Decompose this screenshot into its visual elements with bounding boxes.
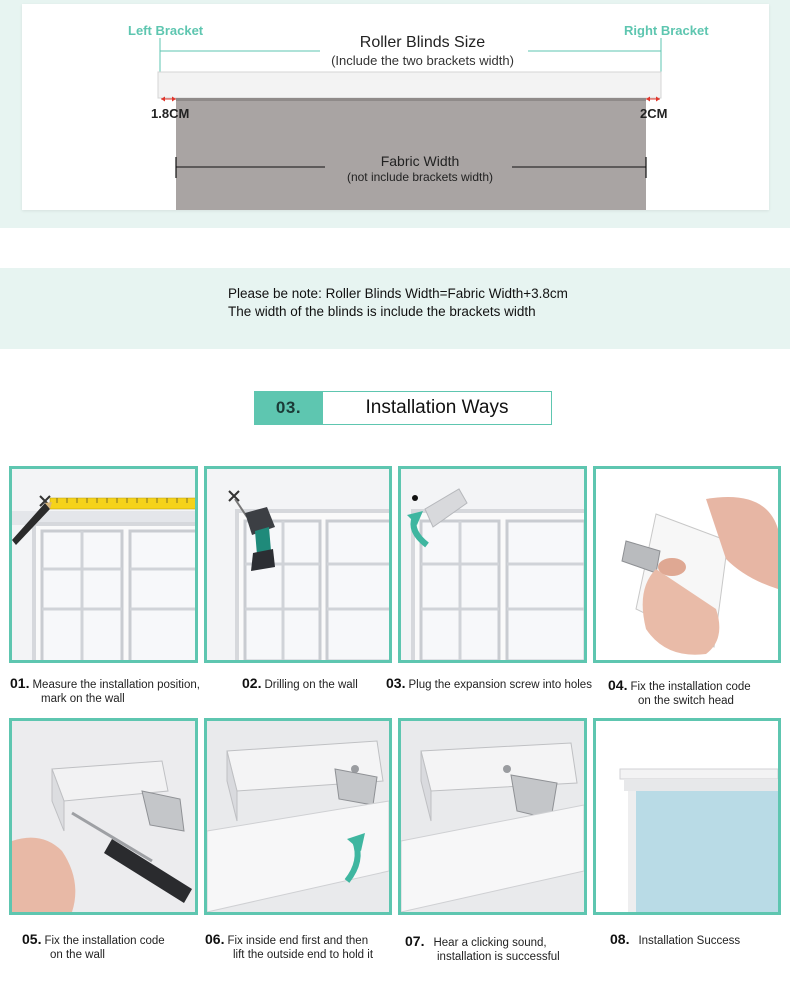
step-5-image <box>9 718 198 915</box>
step-3-image <box>398 466 587 663</box>
step-6-text-line1: Fix inside end first and then <box>227 935 369 947</box>
section-number: 03. <box>275 398 302 417</box>
right-gap-label: 2CM <box>640 106 668 121</box>
step-1-image <box>9 466 198 663</box>
drill-icon <box>207 469 389 660</box>
fabric-width-title: Fabric Width <box>380 153 460 169</box>
step-1-text-line1: Measure the installation position, <box>32 679 200 691</box>
left-gap-label: 1.8CM <box>151 106 190 121</box>
pencil-tape-measure-icon <box>12 469 195 660</box>
step-2-image <box>204 466 392 663</box>
anchor-screw-icon <box>401 469 584 660</box>
step-6-text-line2: lift the outside end to hold it <box>233 949 374 961</box>
headrail <box>158 72 661 98</box>
step-3-caption <box>386 676 592 692</box>
roller-size-subtitle: (Include the two brackets width) <box>331 53 514 68</box>
note-line-1: Please be note: Roller Blinds Width=Fabric Width+3.8cm <box>228 286 568 301</box>
note-line-2: The width of the blinds is include the brackets width <box>228 304 536 319</box>
section-title: Installation Ways <box>365 397 509 418</box>
screwdriver-icon <box>12 721 195 912</box>
step-3-number: 03. <box>386 675 406 691</box>
step-5-text-line2: on the wall <box>50 949 105 961</box>
lift-arrow-icon <box>207 721 389 912</box>
section-title-box <box>323 391 552 425</box>
installed-blind-icon <box>596 721 778 912</box>
step-4-caption <box>608 678 751 708</box>
step-7-image <box>398 718 587 915</box>
step-4-image <box>593 466 781 663</box>
step-2-number: 02. <box>242 675 262 691</box>
roller-size-title: Roller Blinds Size <box>359 34 486 51</box>
fabric-top-shadow <box>176 98 646 101</box>
step-1-text-line2: mark on the wall <box>41 693 125 705</box>
right-bracket-label: Right Bracket <box>624 23 709 38</box>
fabric-width-subtitle: (not include brackets width) <box>346 170 494 184</box>
step-5-caption <box>22 932 165 962</box>
step-6-number: 06. <box>205 931 225 947</box>
step-6-caption <box>205 932 373 962</box>
step-7-text-line1: Hear a clicking sound, <box>433 937 547 949</box>
step-8-image <box>593 718 781 915</box>
step-5-text-line1: Fix the installation code <box>44 935 165 947</box>
step-5-number: 05. <box>22 931 42 947</box>
section-number-box <box>254 391 323 425</box>
step-7-text-line2: installation is successful <box>437 951 560 963</box>
step-8-text-line1: Installation Success <box>638 935 741 947</box>
step-2-text-line1: Drilling on the wall <box>264 679 358 691</box>
step-1-caption <box>10 676 200 706</box>
bracket-in-hand-icon <box>596 469 778 660</box>
step-2-caption <box>242 676 358 692</box>
step-7-caption <box>405 934 560 964</box>
step-7-number: 07. <box>405 933 425 949</box>
step-6-image <box>204 718 392 915</box>
step-3-text-line1: Plug the expansion screw into holes <box>408 679 592 691</box>
step-1-number: 01. <box>10 675 30 691</box>
click-bracket-icon <box>401 721 584 912</box>
left-bracket-label: Left Bracket <box>128 23 204 38</box>
step-4-text-line1: Fix the installation code <box>630 681 751 693</box>
step-8-caption <box>610 932 740 948</box>
step-8-number: 08. <box>610 931 630 947</box>
step-4-text-line2: on the switch head <box>638 695 734 707</box>
step-4-number: 04. <box>608 677 628 693</box>
